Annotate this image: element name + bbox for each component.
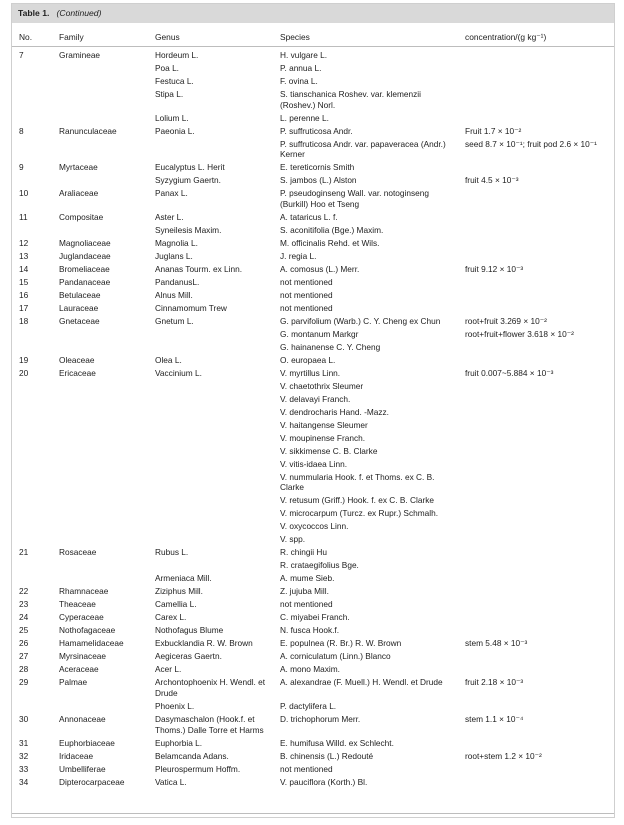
cell-family: Dipterocarpaceae xyxy=(59,776,125,787)
header-genus: Genus xyxy=(155,32,180,42)
cell-concentration: stem 5.48 × 10⁻³ xyxy=(465,638,528,649)
cell-concentration: fruit 9.12 × 10⁻³ xyxy=(465,263,524,274)
cell-species: E. tereticornis Smith xyxy=(280,162,355,173)
cell-concentration: fruit 2.18 × 10⁻³ xyxy=(465,677,524,688)
cell-family: Euphorbiaceae xyxy=(59,737,115,748)
cell-genus: Archontophoenix H. Wendl. et Drude xyxy=(155,677,266,698)
cell-species: not mentioned xyxy=(280,302,333,313)
cell-genus: Juglans L. xyxy=(155,250,193,261)
cell-no: 8 xyxy=(19,125,24,136)
cell-genus: Aster L. xyxy=(155,211,184,222)
cell-species: V. oxycoccos Linn. xyxy=(280,521,349,532)
cell-concentration: root+fruit+flower 3.618 × 10⁻² xyxy=(465,328,574,339)
cell-concentration: Fruit 1.7 × 10⁻² xyxy=(465,125,522,136)
cell-no: 22 xyxy=(19,586,29,597)
cell-family: Theaceae xyxy=(59,599,96,610)
cell-family: Lauraceae xyxy=(59,302,99,313)
cell-family: Oleaceae xyxy=(59,354,95,365)
cell-family: Rhamnaceae xyxy=(59,586,109,597)
cell-no: 26 xyxy=(19,638,29,649)
cell-species: L. perenne L. xyxy=(280,112,329,123)
cell-no: 12 xyxy=(19,237,29,248)
cell-no: 21 xyxy=(19,547,29,558)
cell-no: 18 xyxy=(19,315,29,326)
cell-species: P. suffruticosa Andr. xyxy=(280,125,353,136)
cell-no: 16 xyxy=(19,289,29,300)
table-frame xyxy=(11,3,615,818)
cell-species: G. hainanense C. Y. Cheng xyxy=(280,341,381,352)
cell-genus: Exbucklandia R. W. Brown xyxy=(155,638,253,649)
cell-species: H. vulgare L. xyxy=(280,50,328,60)
cell-family: Betulaceae xyxy=(59,289,101,300)
cell-species: V. moupinense Franch. xyxy=(280,432,366,443)
cell-genus: Olea L. xyxy=(155,354,182,365)
cell-species: V. delavayi Franch. xyxy=(280,393,351,404)
cell-genus: Paeonia L. xyxy=(155,125,195,136)
cell-species: V. sikkimense C. B. Clarke xyxy=(280,445,378,456)
cell-species: R. crataegifolius Bge. xyxy=(280,560,359,571)
cell-genus: Syneilesis Maxim. xyxy=(155,224,222,235)
cell-species: P. suffruticosa Andr. var. papaveracea (Andr.) Kerner xyxy=(280,138,446,160)
cell-species: O. europaea L. xyxy=(280,354,336,365)
cell-species: V. dendrocharis Hand. -Mazz. xyxy=(280,406,389,417)
cell-no: 24 xyxy=(19,612,29,623)
cell-species: D. trichophorum Merr. xyxy=(280,713,361,724)
cell-genus: Alnus Mill. xyxy=(155,289,193,300)
cell-genus: Aegiceras Gaertn. xyxy=(155,651,222,662)
cell-species: N. fusca Hook.f. xyxy=(280,625,340,636)
cell-species: S. jambos (L.) Alston xyxy=(280,175,357,186)
cell-no: 11 xyxy=(19,211,28,222)
cell-species: V. myrtillus Linn. xyxy=(280,367,341,378)
cell-genus: Camellia L. xyxy=(155,599,197,610)
cell-genus: Dasymaschalon (Hook.f. et Thoms.) Dalle Torre et Harms xyxy=(155,713,264,735)
cell-family: Myrsinaceae xyxy=(59,651,107,662)
cell-family: Aceraceae xyxy=(59,664,99,675)
cell-species: V. haitangense Sleumer xyxy=(280,419,368,430)
cell-no: 32 xyxy=(19,750,29,761)
cell-species: B. chinensis (L.) Redouté xyxy=(280,750,374,761)
cell-family: Bromeliaceae xyxy=(59,263,110,274)
cell-genus: Carex L. xyxy=(155,612,187,623)
cell-concentration: fruit 4.5 × 10⁻³ xyxy=(465,175,519,186)
header-no: No. xyxy=(19,32,33,42)
header-species: Species xyxy=(280,32,310,42)
cell-species: C. miyabei Franch. xyxy=(280,612,350,623)
cell-no: 33 xyxy=(19,763,29,774)
cell-species: M. officinalis Rehd. et Wils. xyxy=(280,237,380,248)
cell-family: Umbelliferae xyxy=(59,763,106,774)
cell-family: Annonaceae xyxy=(59,713,106,724)
cell-family: Ericaceae xyxy=(59,367,96,378)
cell-species: J. regia L. xyxy=(280,250,317,261)
cell-species: E. humifusa Willd. ex Schlecht. xyxy=(280,737,394,748)
cell-concentration: seed 8.7 × 10⁻¹; fruit pod 2.6 × 10⁻¹ xyxy=(465,138,597,149)
cell-species: V. spp. xyxy=(280,534,306,545)
cell-species: P. pseudoginseng Wall. var. notoginseng (Burkill) Hoo et Tseng xyxy=(280,188,429,209)
header-family: Family xyxy=(59,32,84,42)
cell-species: F. ovina L. xyxy=(280,76,318,86)
cell-species: Z. jujuba Mill. xyxy=(280,586,329,597)
cell-genus: Cinnamomum Trew xyxy=(155,302,227,313)
cell-species: A. comosus (L.) Merr. xyxy=(280,263,360,274)
cell-species: not mentioned xyxy=(280,276,333,287)
cell-genus: Lolium L. xyxy=(155,112,189,123)
cell-species: S. aconitifolia (Bge.) Maxim. xyxy=(280,224,384,235)
cell-genus: Ziziphus Mill. xyxy=(155,586,203,597)
cell-species: not mentioned xyxy=(280,599,333,610)
cell-concentration: stem 1.1 × 10⁻⁴ xyxy=(465,713,524,724)
cell-species: V. microcarpum (Turcz. ex Rupr.) Schmalh. xyxy=(280,508,438,519)
cell-genus: Eucalyptus L. Herit xyxy=(155,162,225,173)
cell-family: Magnoliaceae xyxy=(59,237,111,248)
cell-species: A. mono Maxim. xyxy=(280,664,340,675)
cell-family: Rosaceae xyxy=(59,547,97,558)
cell-no: 29 xyxy=(19,677,29,688)
cell-family: Pandanaceae xyxy=(59,276,111,287)
cell-species: P. dactylifera L. xyxy=(280,700,337,711)
cell-species: R. chingii Hu xyxy=(280,547,328,558)
cell-family: Ranunculaceae xyxy=(59,125,117,136)
cell-no: 15 xyxy=(19,276,29,287)
header-concentration: concentration/(g kg⁻¹) xyxy=(465,32,547,42)
cell-species: A. tataricus L. f. xyxy=(280,211,338,222)
cell-no: 20 xyxy=(19,367,29,378)
cell-genus: Armeniaca Mill. xyxy=(155,573,212,584)
cell-no: 30 xyxy=(19,713,29,724)
cell-no: 19 xyxy=(19,354,29,365)
cell-species: V. pauciflora (Korth.) Bl. xyxy=(280,776,368,787)
cell-genus: Rubus L. xyxy=(155,547,189,558)
cell-species: not mentioned xyxy=(280,289,333,300)
cell-no: 34 xyxy=(19,776,29,787)
cell-no: 7 xyxy=(19,50,24,60)
cell-genus: Pleurospermum Hoffm. xyxy=(155,763,241,774)
cell-genus: Poa L. xyxy=(155,63,179,73)
cell-no: 13 xyxy=(19,250,29,261)
cell-genus: Vaccinium L. xyxy=(155,367,202,378)
cell-species: A. corniculatum (Linn.) Blanco xyxy=(280,651,391,662)
cell-family: Iridaceae xyxy=(59,750,94,761)
cell-genus: Hordeum L. xyxy=(155,50,199,60)
cell-family: Compositae xyxy=(59,211,104,222)
table-caption xyxy=(12,4,614,23)
cell-no: 31 xyxy=(19,737,29,748)
cell-concentration: root+stem 1.2 × 10⁻² xyxy=(465,750,542,761)
cell-species: V. retusum (Griff.) Hook. f. ex C. B. Clarke xyxy=(280,495,434,506)
cell-genus: Phoenix L. xyxy=(155,700,195,711)
cell-no: 9 xyxy=(19,162,24,173)
cell-species: V. nummularia Hook. f. et Thoms. ex C. B. Clarke xyxy=(280,471,435,493)
cell-genus: Magnolia L. xyxy=(155,237,198,248)
table-continued: (Continued) xyxy=(56,8,102,18)
cell-family: Hamamelidaceae xyxy=(59,638,124,649)
cell-no: 23 xyxy=(19,599,29,610)
cell-family: Juglandaceae xyxy=(59,250,111,261)
cell-no: 14 xyxy=(19,263,29,274)
cell-genus: Panax L. xyxy=(155,188,188,199)
cell-genus: Ananas Tourm. ex Linn. xyxy=(155,263,243,274)
table-bottom-rule xyxy=(12,813,614,814)
table-label: Table 1. xyxy=(18,8,50,18)
cell-genus: Stipa L. xyxy=(155,89,184,99)
cell-family: Cyperaceae xyxy=(59,612,104,623)
cell-no: 10 xyxy=(19,188,29,199)
cell-family: Myrtaceae xyxy=(59,162,98,173)
cell-no: 25 xyxy=(19,625,29,636)
cell-genus: Nothofagus Blume xyxy=(155,625,224,636)
cell-family: Araliaceae xyxy=(59,188,99,199)
cell-no: 17 xyxy=(19,302,29,313)
cell-species: E. populnea (R. Br.) R. W. Brown xyxy=(280,638,402,649)
cell-species: P. annua L. xyxy=(280,63,322,73)
cell-species: not mentioned xyxy=(280,763,333,774)
table-header xyxy=(12,26,614,47)
cell-genus: Festuca L. xyxy=(155,76,194,86)
cell-no: 27 xyxy=(19,651,29,662)
cell-genus: PandanusL. xyxy=(155,276,200,287)
cell-species: A. mume Sieb. xyxy=(280,573,335,584)
cell-family: Palmae xyxy=(59,677,88,688)
cell-species: S. tianschanica Roshev. var. klemenzii (Roshev.) Norl. xyxy=(280,89,421,110)
cell-genus: Belamcanda Adans. xyxy=(155,750,229,761)
cell-concentration: fruit 0.007~5.884 × 10⁻³ xyxy=(465,367,554,378)
cell-species: G. parvifolium (Warb.) C. Y. Cheng ex Chun xyxy=(280,315,441,326)
cell-family: Gnetaceae xyxy=(59,315,100,326)
cell-genus: Euphorbia L. xyxy=(155,737,203,748)
cell-no: 28 xyxy=(19,664,29,675)
cell-concentration: root+fruit 3.269 × 10⁻² xyxy=(465,315,547,326)
cell-genus: Syzygium Gaertn. xyxy=(155,175,221,186)
cell-family: Gramineae xyxy=(59,50,101,60)
cell-genus: Gnetum L. xyxy=(155,315,194,326)
cell-genus: Acer L. xyxy=(155,664,182,675)
cell-species: G. montanum Markgr xyxy=(280,328,359,339)
cell-species: V. vitis-idaea Linn. xyxy=(280,458,348,469)
cell-genus: Vatica L. xyxy=(155,776,187,787)
cell-family: Nothofagaceae xyxy=(59,625,116,636)
cell-species: V. chaetothrix Sleumer xyxy=(280,380,364,391)
cell-species: A. alexandrae (F. Muell.) H. Wendl. et Drude xyxy=(280,677,443,688)
